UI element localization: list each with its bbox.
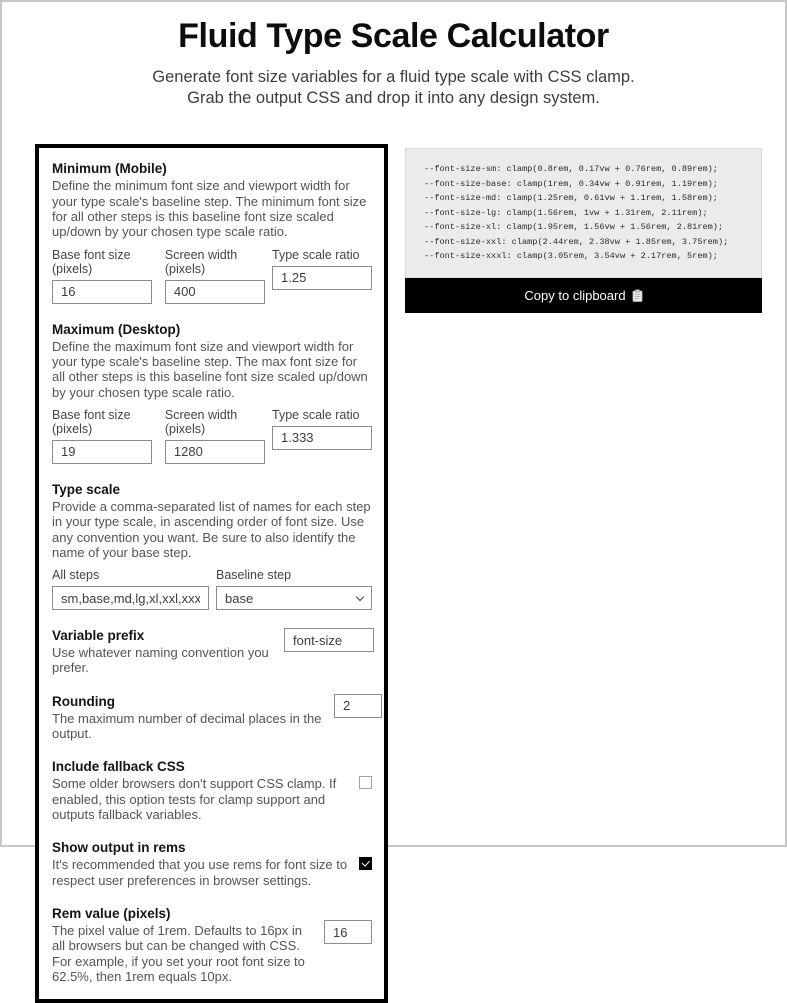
baseline-step-select[interactable]	[216, 586, 372, 610]
all-steps-input[interactable]	[52, 586, 209, 610]
output-column	[405, 148, 762, 313]
subtitle-line-1: Generate font size variables for a fluid type scale with CSS clamp.	[152, 68, 635, 86]
rounding-description: The maximum number of decimal places in the output.	[52, 710, 322, 742]
code-line: --font-size-sm: clamp(0.8rem, 0.17vw + 0.76rem, 0.89rem);	[424, 164, 718, 175]
clipboard-icon	[632, 289, 643, 302]
minimum-heading: Minimum (Mobile)	[52, 161, 167, 177]
variable-prefix-heading: Variable prefix	[52, 628, 145, 644]
maximum-fields	[52, 408, 372, 464]
min-type-scale-ratio-field	[272, 248, 372, 304]
code-line: --font-size-xxxl: clamp(3.05rem, 3.54vw + 2.17rem, 5rem);	[424, 251, 718, 262]
min-base-font-size-field	[52, 248, 165, 304]
rem-value-input[interactable]	[324, 920, 372, 944]
variable-prefix-input[interactable]	[284, 628, 374, 652]
subtitle-line-2: Grab the output CSS and drop it into any design system.	[187, 89, 600, 108]
fallback-control	[359, 776, 372, 794]
type-scale-fields	[52, 568, 372, 610]
copy-to-clipboard-button[interactable]	[405, 278, 762, 313]
max-base-font-size-input[interactable]	[52, 440, 152, 464]
main-content	[2, 109, 785, 1003]
max-type-scale-ratio-field	[272, 408, 372, 464]
section-variable-prefix	[52, 628, 372, 676]
fallback-checkbox[interactable]	[359, 776, 372, 789]
settings-form	[35, 144, 388, 1003]
all-steps-field	[52, 568, 209, 610]
code-line: --font-size-base: clamp(1rem, 0.34vw + 0.91rem, 1.19rem);	[424, 178, 718, 189]
min-screen-width-input[interactable]	[165, 280, 265, 304]
max-type-scale-ratio-label: Type scale ratio	[272, 407, 360, 422]
section-rems	[52, 840, 372, 888]
max-screen-width-field	[165, 408, 272, 464]
type-scale-heading: Type scale	[52, 481, 121, 497]
rems-checkbox[interactable]	[359, 857, 372, 870]
rems-control	[359, 857, 372, 875]
min-screen-width-label: Screen width (pixels)	[164, 247, 238, 276]
rems-text	[52, 840, 350, 888]
fallback-heading: Include fallback CSS	[52, 759, 185, 775]
code-line: --font-size-md: clamp(1.25rem, 0.61vw + 1.1rem, 1.58rem);	[424, 193, 718, 204]
page-title: Fluid Type Scale Calculator	[178, 17, 609, 55]
variable-prefix-text	[52, 628, 284, 676]
min-base-font-size-label: Base font size (pixels)	[52, 247, 131, 276]
code-line: --font-size-lg: clamp(1.56rem, 1vw + 1.31rem, 2.11rem);	[424, 207, 708, 218]
max-type-scale-ratio-input[interactable]	[272, 426, 372, 450]
section-type-scale	[52, 482, 372, 610]
min-type-scale-ratio-label: Type scale ratio	[272, 247, 360, 262]
type-scale-description: Provide a comma-separated list of names for each step in your type scale, in ascending order of font size. Use any convention you want. Be sure to also identify the name of your base step.	[52, 498, 371, 560]
fallback-description: Some older browsers don't support CSS clamp. If enabled, this option tests for clamp support and outputs fallback variables.	[52, 776, 337, 823]
minimum-fields	[52, 248, 372, 304]
max-screen-width-label: Screen width (pixels)	[164, 407, 238, 436]
min-screen-width-field	[165, 248, 272, 304]
max-screen-width-input[interactable]	[165, 440, 265, 464]
min-type-scale-ratio-input[interactable]	[272, 266, 372, 290]
section-maximum	[52, 322, 372, 464]
all-steps-label: All steps	[52, 568, 100, 583]
page-header	[2, 2, 785, 109]
section-minimum	[52, 161, 372, 303]
minimum-description: Define the minimum font size and viewport width for your type scale's baseline step. The minimum font size for all other steps is this baseline font size scaled up/down by your chosen type scale ratio.	[52, 178, 367, 240]
fallback-text	[52, 759, 350, 822]
rounding-control	[334, 694, 382, 718]
maximum-heading: Maximum (Desktop)	[52, 321, 181, 337]
rounding-input[interactable]	[334, 694, 382, 718]
rem-value-description: The pixel value of 1rem. Defaults to 16px in all browsers but can be changed with CSS. For example, if you set your root font size to 62.5%, then 1rem equals 10px.	[52, 923, 305, 985]
rems-description: It's recommended that you use rems for font size to respect user preferences in browser settings.	[52, 857, 348, 888]
rounding-text	[52, 694, 334, 742]
max-base-font-size-label: Base font size (pixels)	[52, 407, 131, 436]
rounding-heading: Rounding	[52, 693, 115, 709]
rem-value-heading: Rem value (pixels)	[52, 906, 171, 922]
section-fallback	[52, 759, 372, 822]
page-subtitle	[2, 67, 785, 109]
section-rounding	[52, 694, 372, 742]
code-line: --font-size-xxl: clamp(2.44rem, 2.38vw + 1.85rem, 3.75rem);	[424, 236, 729, 247]
baseline-step-label: Baseline step	[216, 568, 292, 583]
copy-button-label: Copy to clipboard	[524, 287, 626, 303]
rems-heading: Show output in rems	[52, 840, 186, 856]
section-rem-value	[52, 906, 372, 984]
baseline-step-field	[216, 568, 372, 610]
variable-prefix-control	[284, 628, 374, 652]
code-line: --font-size-xl: clamp(1.95rem, 1.56vw + 1.56rem, 2.81rem);	[424, 222, 724, 233]
maximum-description: Define the maximum font size and viewport width for your type scale's baseline step. The max font size for all other steps is this baseline font size scaled up/down by your chosen type scale ratio.	[52, 338, 368, 400]
max-base-font-size-field	[52, 408, 165, 464]
variable-prefix-description: Use whatever naming convention you prefer.	[52, 645, 269, 676]
css-output-code	[405, 148, 762, 278]
min-base-font-size-input[interactable]	[52, 280, 152, 304]
rem-value-text	[52, 906, 314, 984]
rem-value-control	[324, 920, 372, 944]
